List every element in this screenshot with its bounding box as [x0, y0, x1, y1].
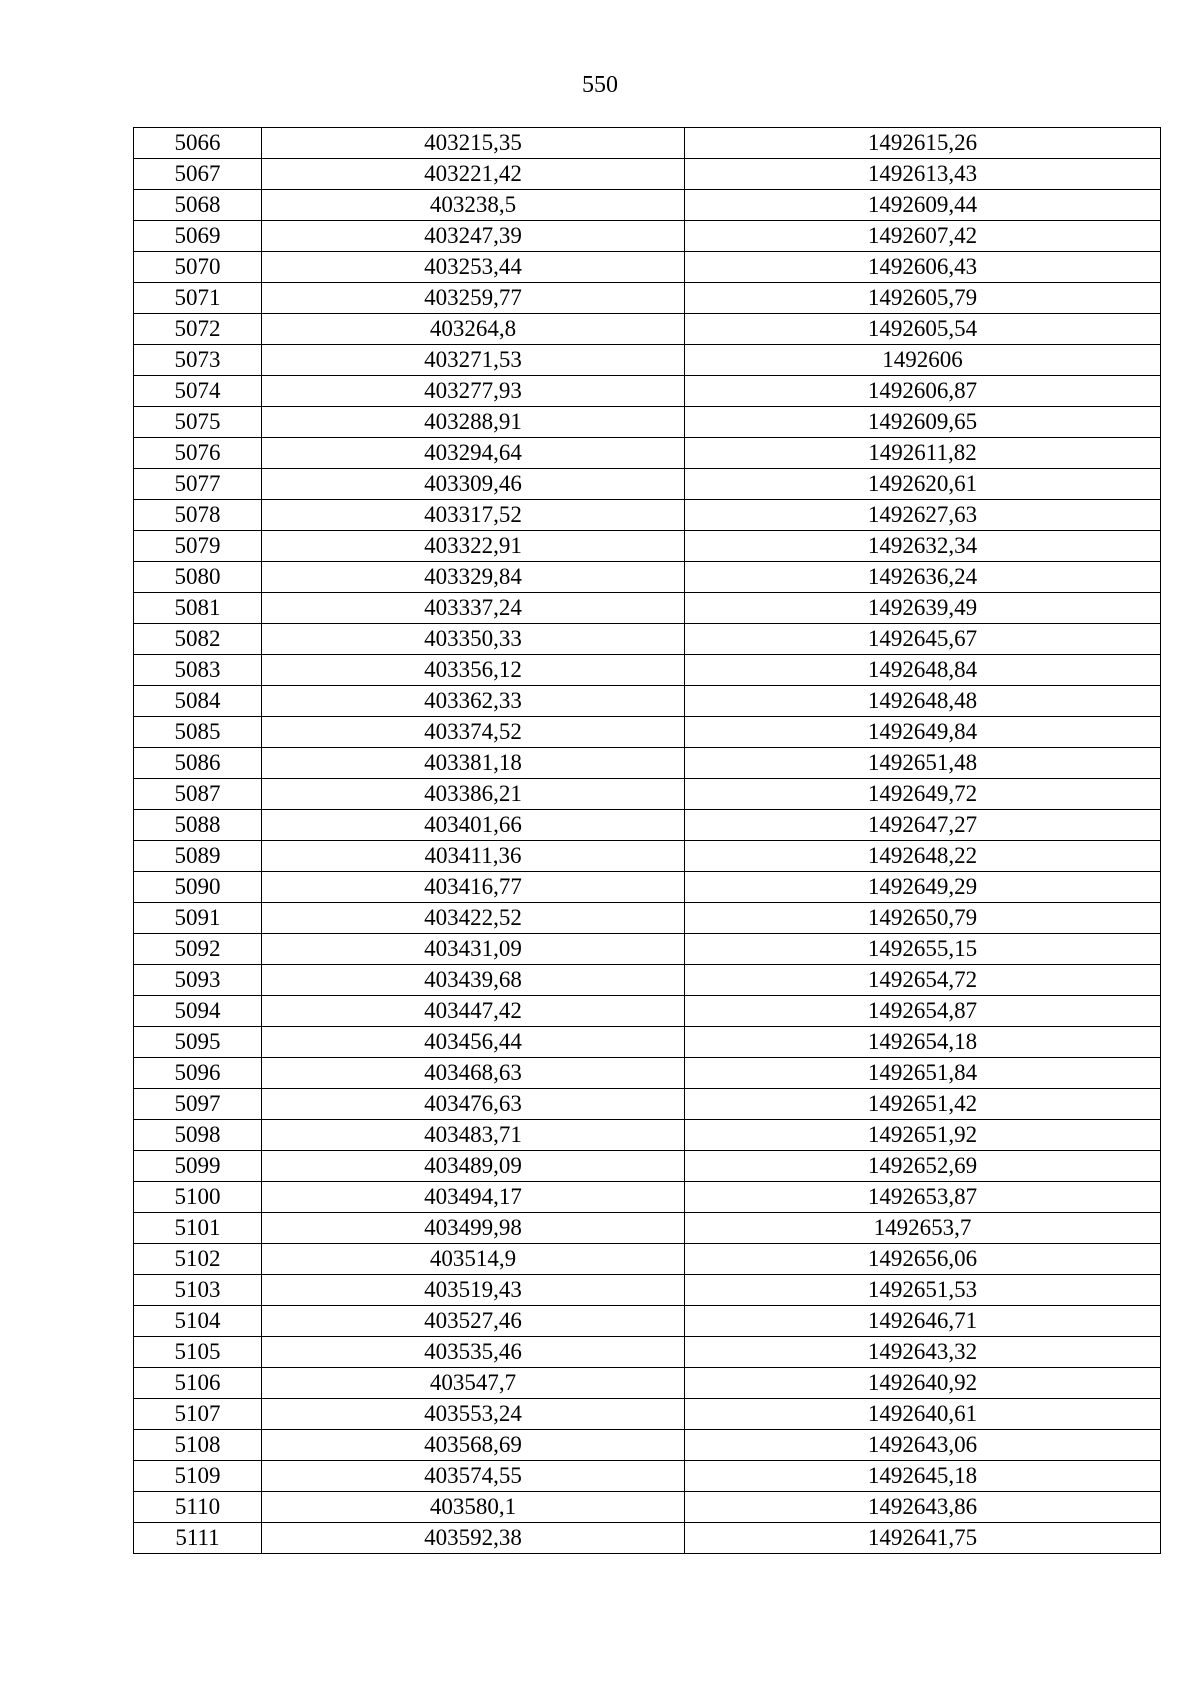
point-number-cell: 5099 — [134, 1151, 262, 1182]
table-row — [134, 934, 1161, 965]
y-coordinate-cell: 1492651,42 — [685, 1089, 1161, 1120]
point-number-cell: 5086 — [134, 748, 262, 779]
y-coordinate-cell: 1492620,61 — [685, 469, 1161, 500]
point-number-cell: 5093 — [134, 965, 262, 996]
y-coordinate-cell: 1492611,82 — [685, 438, 1161, 469]
point-number-cell: 5094 — [134, 996, 262, 1027]
y-coordinate-cell: 1492651,92 — [685, 1120, 1161, 1151]
y-coordinate-cell: 1492651,84 — [685, 1058, 1161, 1089]
x-coordinate-cell: 403514,9 — [262, 1244, 685, 1275]
x-coordinate-cell: 403277,93 — [262, 376, 685, 407]
x-coordinate-cell: 403215,35 — [262, 128, 685, 159]
point-number-cell: 5073 — [134, 345, 262, 376]
point-number-cell: 5096 — [134, 1058, 262, 1089]
x-coordinate-cell: 403271,53 — [262, 345, 685, 376]
y-coordinate-cell: 1492649,29 — [685, 872, 1161, 903]
y-coordinate-cell: 1492646,71 — [685, 1306, 1161, 1337]
x-coordinate-cell: 403592,38 — [262, 1523, 685, 1554]
y-coordinate-cell: 1492645,67 — [685, 624, 1161, 655]
y-coordinate-cell: 1492647,27 — [685, 810, 1161, 841]
point-number-cell: 5075 — [134, 407, 262, 438]
y-coordinate-cell: 1492606,87 — [685, 376, 1161, 407]
x-coordinate-cell: 403294,64 — [262, 438, 685, 469]
x-coordinate-cell: 403456,44 — [262, 1027, 685, 1058]
x-coordinate-cell: 403337,24 — [262, 593, 685, 624]
point-number-cell: 5081 — [134, 593, 262, 624]
point-number-cell: 5083 — [134, 655, 262, 686]
table-row — [134, 531, 1161, 562]
table-row — [134, 1461, 1161, 1492]
x-coordinate-cell: 403519,43 — [262, 1275, 685, 1306]
table-row — [134, 686, 1161, 717]
x-coordinate-cell: 403580,1 — [262, 1492, 685, 1523]
x-coordinate-cell: 403401,66 — [262, 810, 685, 841]
table-row — [134, 221, 1161, 252]
table-row — [134, 1275, 1161, 1306]
y-coordinate-cell: 1492649,84 — [685, 717, 1161, 748]
point-number-cell: 5069 — [134, 221, 262, 252]
point-number-cell: 5089 — [134, 841, 262, 872]
x-coordinate-cell: 403535,46 — [262, 1337, 685, 1368]
x-coordinate-cell: 403374,52 — [262, 717, 685, 748]
y-coordinate-cell: 1492606 — [685, 345, 1161, 376]
table-row — [134, 1430, 1161, 1461]
x-coordinate-cell: 403476,63 — [262, 1089, 685, 1120]
point-number-cell: 5111 — [134, 1523, 262, 1554]
point-number-cell: 5091 — [134, 903, 262, 934]
table-row — [134, 314, 1161, 345]
x-coordinate-cell: 403416,77 — [262, 872, 685, 903]
y-coordinate-cell: 1492648,48 — [685, 686, 1161, 717]
point-number-cell: 5077 — [134, 469, 262, 500]
y-coordinate-cell: 1492606,43 — [685, 252, 1161, 283]
table-row — [134, 252, 1161, 283]
table-row — [134, 748, 1161, 779]
point-number-cell: 5105 — [134, 1337, 262, 1368]
y-coordinate-cell: 1492609,65 — [685, 407, 1161, 438]
point-number-cell: 5085 — [134, 717, 262, 748]
x-coordinate-cell: 403317,52 — [262, 500, 685, 531]
point-number-cell: 5082 — [134, 624, 262, 655]
point-number-cell: 5103 — [134, 1275, 262, 1306]
point-number-cell: 5092 — [134, 934, 262, 965]
y-coordinate-cell: 1492650,79 — [685, 903, 1161, 934]
point-number-cell: 5071 — [134, 283, 262, 314]
x-coordinate-cell: 403422,52 — [262, 903, 685, 934]
table-row — [134, 1151, 1161, 1182]
x-coordinate-cell: 403259,77 — [262, 283, 685, 314]
y-coordinate-cell: 1492640,61 — [685, 1399, 1161, 1430]
y-coordinate-cell: 1492609,44 — [685, 190, 1161, 221]
x-coordinate-cell: 403247,39 — [262, 221, 685, 252]
table-row — [134, 996, 1161, 1027]
table-row — [134, 810, 1161, 841]
y-coordinate-cell: 1492651,48 — [685, 748, 1161, 779]
y-coordinate-cell: 1492648,22 — [685, 841, 1161, 872]
y-coordinate-cell: 1492652,69 — [685, 1151, 1161, 1182]
point-number-cell: 5101 — [134, 1213, 262, 1244]
table-row — [134, 965, 1161, 996]
point-number-cell: 5067 — [134, 159, 262, 190]
table-row — [134, 376, 1161, 407]
table-row — [134, 1213, 1161, 1244]
x-coordinate-cell: 403447,42 — [262, 996, 685, 1027]
table-body — [134, 128, 1161, 1554]
point-number-cell: 5088 — [134, 810, 262, 841]
x-coordinate-cell: 403574,55 — [262, 1461, 685, 1492]
y-coordinate-cell: 1492656,06 — [685, 1244, 1161, 1275]
point-number-cell: 5106 — [134, 1368, 262, 1399]
y-coordinate-cell: 1492654,87 — [685, 996, 1161, 1027]
point-number-cell: 5074 — [134, 376, 262, 407]
x-coordinate-cell: 403431,09 — [262, 934, 685, 965]
point-number-cell: 5110 — [134, 1492, 262, 1523]
point-number-cell: 5109 — [134, 1461, 262, 1492]
table-row — [134, 345, 1161, 376]
x-coordinate-cell: 403547,7 — [262, 1368, 685, 1399]
table-row — [134, 1244, 1161, 1275]
y-coordinate-cell: 1492615,26 — [685, 128, 1161, 159]
y-coordinate-cell: 1492632,34 — [685, 531, 1161, 562]
x-coordinate-cell: 403288,91 — [262, 407, 685, 438]
x-coordinate-cell: 403253,44 — [262, 252, 685, 283]
table-row — [134, 872, 1161, 903]
x-coordinate-cell: 403489,09 — [262, 1151, 685, 1182]
y-coordinate-cell: 1492648,84 — [685, 655, 1161, 686]
table-row — [134, 1027, 1161, 1058]
x-coordinate-cell: 403381,18 — [262, 748, 685, 779]
point-number-cell: 5100 — [134, 1182, 262, 1213]
y-coordinate-cell: 1492654,72 — [685, 965, 1161, 996]
y-coordinate-cell: 1492627,63 — [685, 500, 1161, 531]
point-number-cell: 5068 — [134, 190, 262, 221]
y-coordinate-cell: 1492643,32 — [685, 1337, 1161, 1368]
page-number: 550 — [582, 72, 618, 98]
table-row — [134, 1306, 1161, 1337]
table-row — [134, 128, 1161, 159]
point-number-cell: 5107 — [134, 1399, 262, 1430]
y-coordinate-cell: 1492605,54 — [685, 314, 1161, 345]
x-coordinate-cell: 403322,91 — [262, 531, 685, 562]
table-row — [134, 903, 1161, 934]
x-coordinate-cell: 403568,69 — [262, 1430, 685, 1461]
table-row — [134, 1492, 1161, 1523]
table-row — [134, 1089, 1161, 1120]
table-row — [134, 655, 1161, 686]
point-number-cell: 5076 — [134, 438, 262, 469]
x-coordinate-cell: 403329,84 — [262, 562, 685, 593]
point-number-cell: 5070 — [134, 252, 262, 283]
table-row — [134, 438, 1161, 469]
point-number-cell: 5072 — [134, 314, 262, 345]
table-row — [134, 841, 1161, 872]
table-row — [134, 779, 1161, 810]
table-row — [134, 1058, 1161, 1089]
x-coordinate-cell: 403527,46 — [262, 1306, 685, 1337]
x-coordinate-cell: 403386,21 — [262, 779, 685, 810]
table-row — [134, 500, 1161, 531]
table-row — [134, 593, 1161, 624]
x-coordinate-cell: 403411,36 — [262, 841, 685, 872]
table-row — [134, 717, 1161, 748]
point-number-cell: 5095 — [134, 1027, 262, 1058]
point-number-cell: 5080 — [134, 562, 262, 593]
y-coordinate-cell: 1492651,53 — [685, 1275, 1161, 1306]
table-row — [134, 562, 1161, 593]
table-row — [134, 1368, 1161, 1399]
table-row — [134, 469, 1161, 500]
point-number-cell: 5090 — [134, 872, 262, 903]
table-row — [134, 1399, 1161, 1430]
x-coordinate-cell: 403494,17 — [262, 1182, 685, 1213]
y-coordinate-cell: 1492636,24 — [685, 562, 1161, 593]
x-coordinate-cell: 403439,68 — [262, 965, 685, 996]
point-number-cell: 5078 — [134, 500, 262, 531]
x-coordinate-cell: 403553,24 — [262, 1399, 685, 1430]
x-coordinate-cell: 403356,12 — [262, 655, 685, 686]
y-coordinate-cell: 1492643,06 — [685, 1430, 1161, 1461]
point-number-cell: 5066 — [134, 128, 262, 159]
table-row — [134, 159, 1161, 190]
point-number-cell: 5108 — [134, 1430, 262, 1461]
point-number-cell: 5098 — [134, 1120, 262, 1151]
y-coordinate-cell: 1492654,18 — [685, 1027, 1161, 1058]
table-row — [134, 407, 1161, 438]
x-coordinate-cell: 403221,42 — [262, 159, 685, 190]
point-number-cell: 5104 — [134, 1306, 262, 1337]
point-number-cell: 5084 — [134, 686, 262, 717]
point-number-cell: 5087 — [134, 779, 262, 810]
y-coordinate-cell: 1492649,72 — [685, 779, 1161, 810]
x-coordinate-cell: 403309,46 — [262, 469, 685, 500]
y-coordinate-cell: 1492613,43 — [685, 159, 1161, 190]
y-coordinate-cell: 1492643,86 — [685, 1492, 1161, 1523]
table-row — [134, 1337, 1161, 1368]
y-coordinate-cell: 1492641,75 — [685, 1523, 1161, 1554]
table-row — [134, 1120, 1161, 1151]
x-coordinate-cell: 403499,98 — [262, 1213, 685, 1244]
point-number-cell: 5097 — [134, 1089, 262, 1120]
table-row — [134, 1182, 1161, 1213]
y-coordinate-cell: 1492655,15 — [685, 934, 1161, 965]
table-row — [134, 190, 1161, 221]
point-number-cell: 5102 — [134, 1244, 262, 1275]
table-row — [134, 283, 1161, 314]
table-row — [134, 1523, 1161, 1554]
y-coordinate-cell: 1492653,7 — [685, 1213, 1161, 1244]
x-coordinate-cell: 403350,33 — [262, 624, 685, 655]
y-coordinate-cell: 1492640,92 — [685, 1368, 1161, 1399]
y-coordinate-cell: 1492639,49 — [685, 593, 1161, 624]
y-coordinate-cell: 1492645,18 — [685, 1461, 1161, 1492]
x-coordinate-cell: 403362,33 — [262, 686, 685, 717]
y-coordinate-cell: 1492607,42 — [685, 221, 1161, 252]
coordinates-table — [133, 127, 1161, 1554]
point-number-cell: 5079 — [134, 531, 262, 562]
y-coordinate-cell: 1492605,79 — [685, 283, 1161, 314]
x-coordinate-cell: 403238,5 — [262, 190, 685, 221]
table-row — [134, 624, 1161, 655]
x-coordinate-cell: 403468,63 — [262, 1058, 685, 1089]
y-coordinate-cell: 1492653,87 — [685, 1182, 1161, 1213]
x-coordinate-cell: 403483,71 — [262, 1120, 685, 1151]
x-coordinate-cell: 403264,8 — [262, 314, 685, 345]
